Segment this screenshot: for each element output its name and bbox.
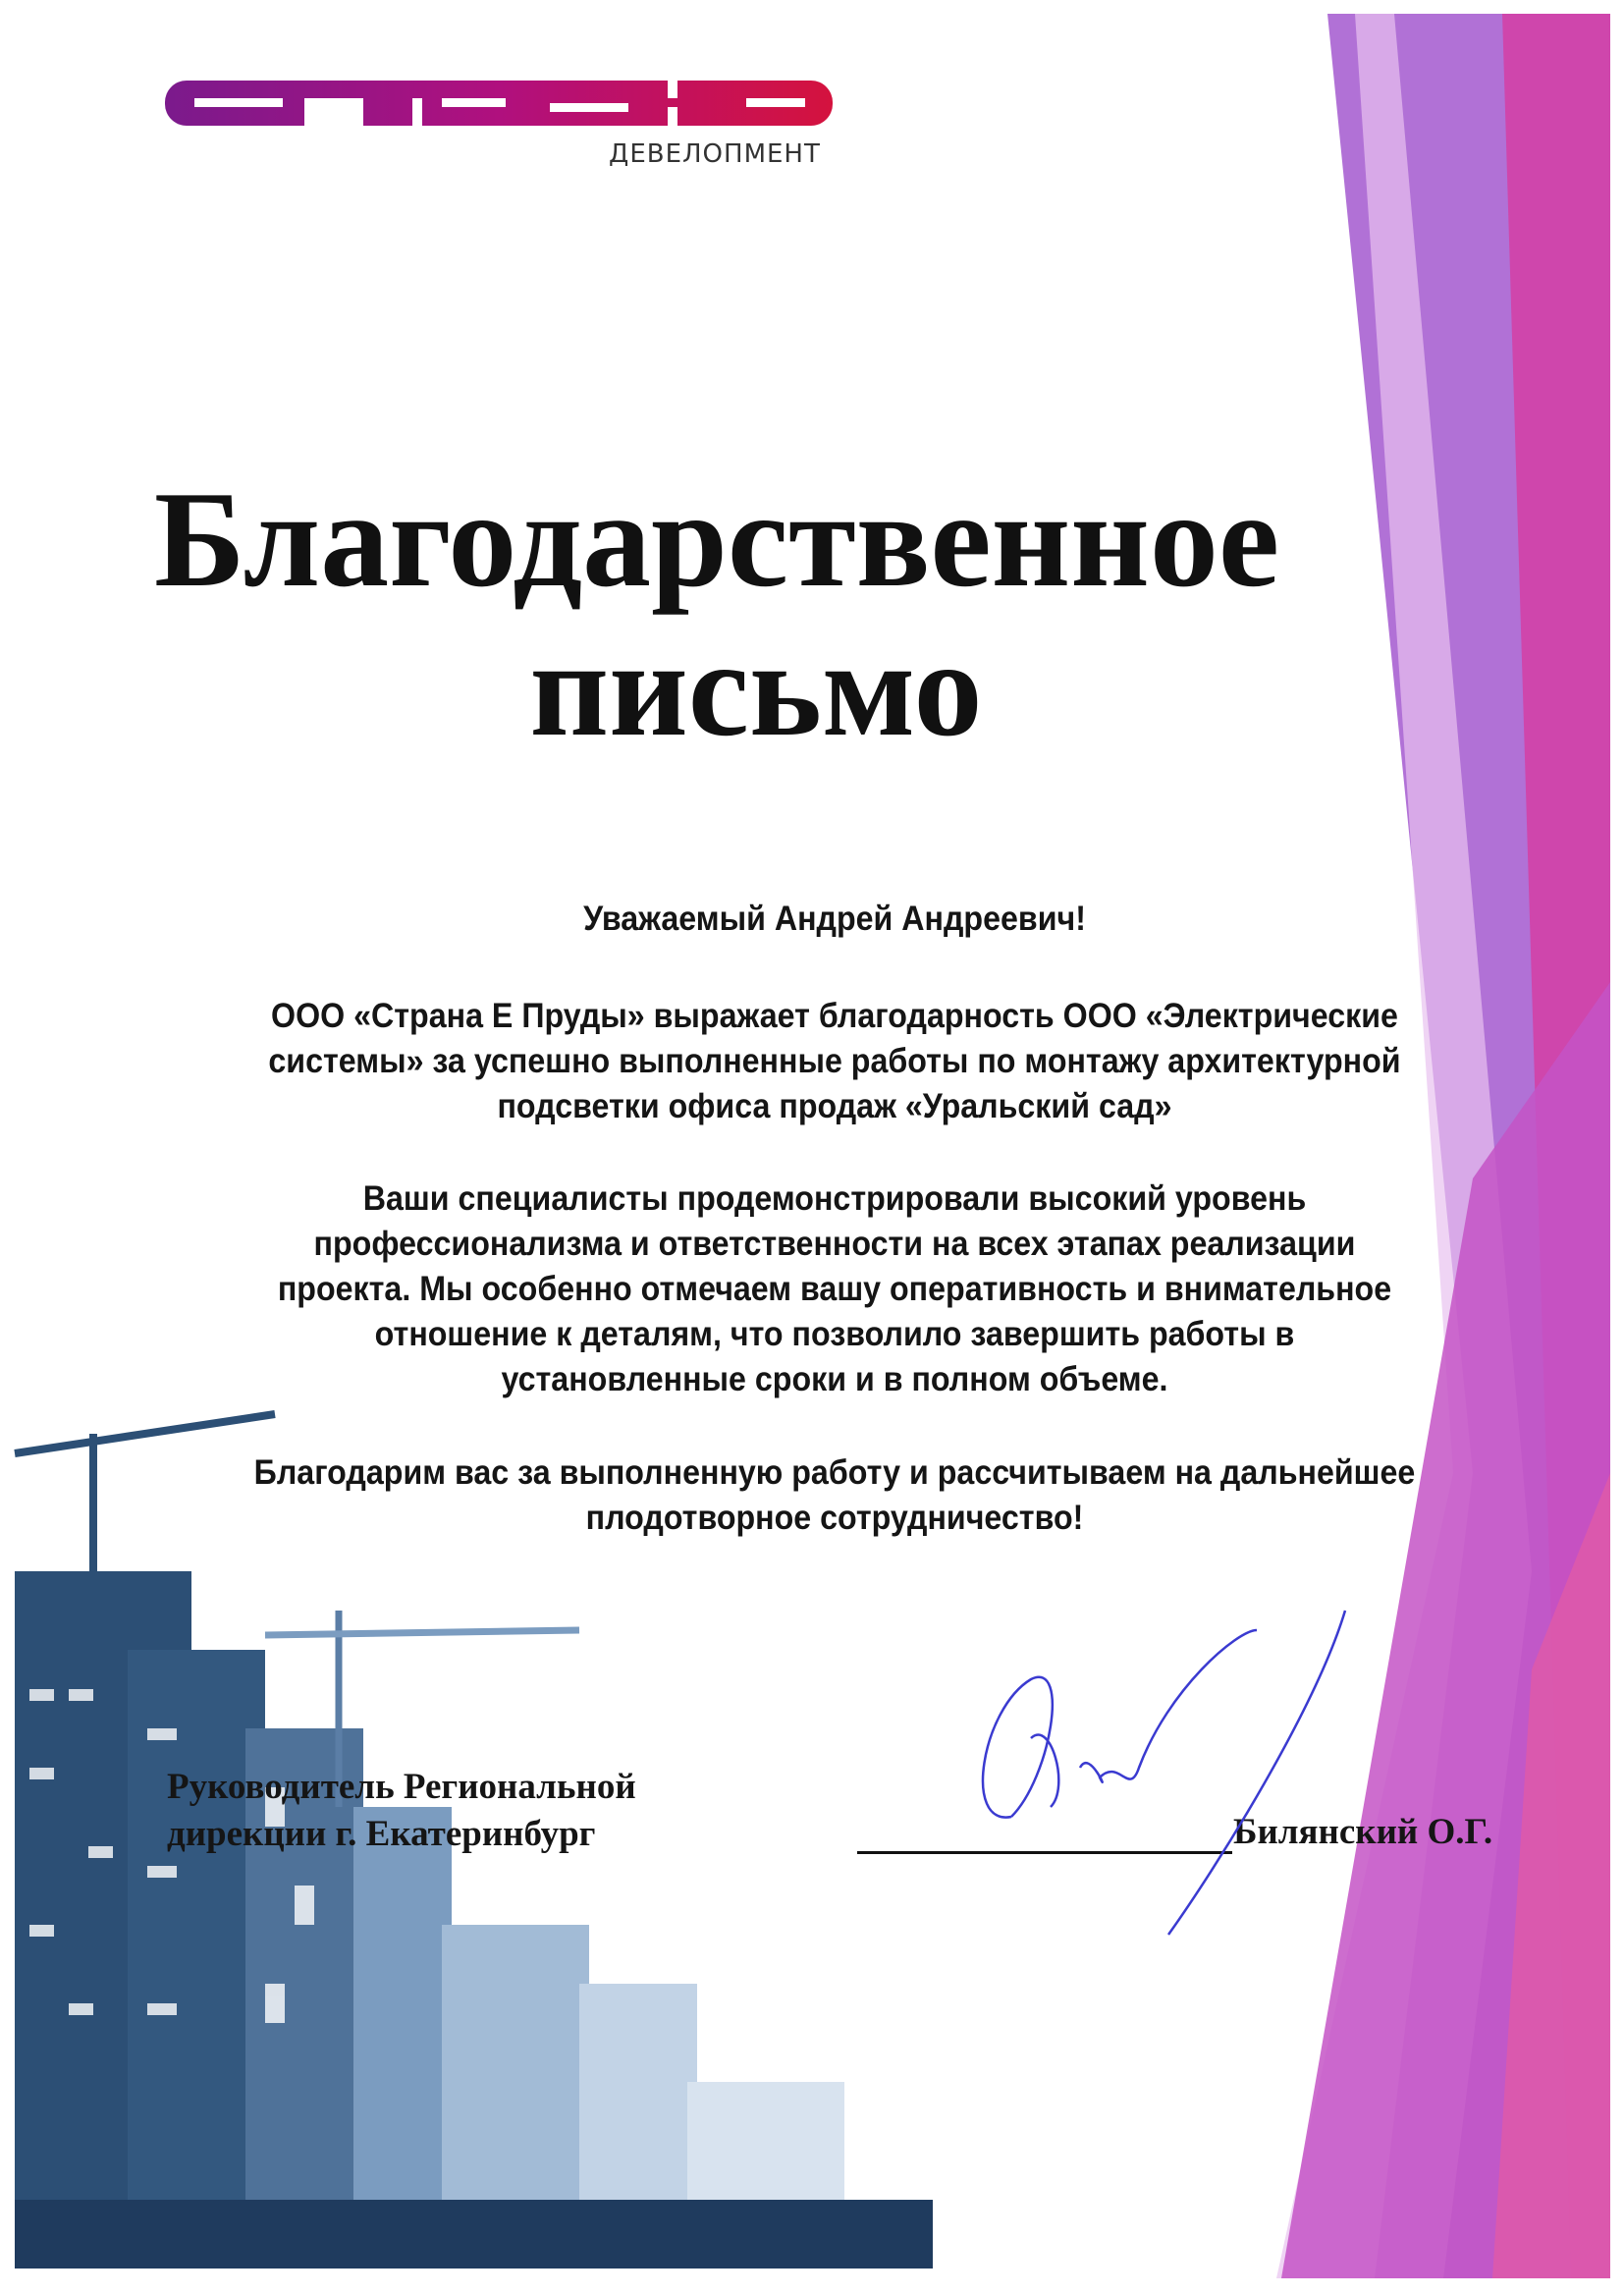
paragraph-2 [193, 1176, 1476, 1402]
position-line: дирекции г. Екатеринбург [167, 1814, 596, 1854]
paragraph-line: установленные сроки и в полном объеме. [501, 1360, 1168, 1398]
logo [165, 81, 833, 126]
paragraph-line: проекта. Мы особенно отмечаем вашу оперативность и внимательное [277, 1270, 1392, 1308]
greeting: Уважаемый Андрей Андреевич! [583, 900, 1086, 938]
signatory-position [167, 1764, 636, 1858]
document-title-line1: Благодарственное [153, 464, 1280, 616]
signatory-name: Билянский О.Г. [1233, 1812, 1493, 1852]
paragraph-line: Благодарим вас за выполненную работу и рассчитываем на дальнейшее [253, 1453, 1416, 1492]
paragraph-1 [193, 994, 1476, 1129]
paragraph-line: подсветки офиса продаж «Уральский сад» [497, 1087, 1172, 1125]
handwritten-signature [943, 1591, 1355, 1964]
paragraph-3 [193, 1450, 1476, 1541]
logo-subtitle: ДЕВЕЛОПМЕНТ [609, 139, 821, 169]
paragraph-line: плодотворное сотрудничество! [585, 1499, 1084, 1537]
paragraph-line: профессионализма и ответственности на всех этапах реализации [313, 1225, 1356, 1263]
paragraph-line: системы» за успешно выполненные работы по монтажу архитектурной [268, 1042, 1401, 1080]
paragraph-line: ООО «Страна Е Пруды» выражает благодарность ООО «Электрические [271, 997, 1398, 1035]
paragraph-line: отношение к деталям, что позволило завершить работы в [374, 1315, 1295, 1353]
document-title-line2: письмо [529, 613, 983, 765]
paragraph-line: Ваши специалисты продемонстрировали высокий уровень [362, 1179, 1307, 1218]
position-line: Руководитель Региональной [167, 1767, 636, 1807]
